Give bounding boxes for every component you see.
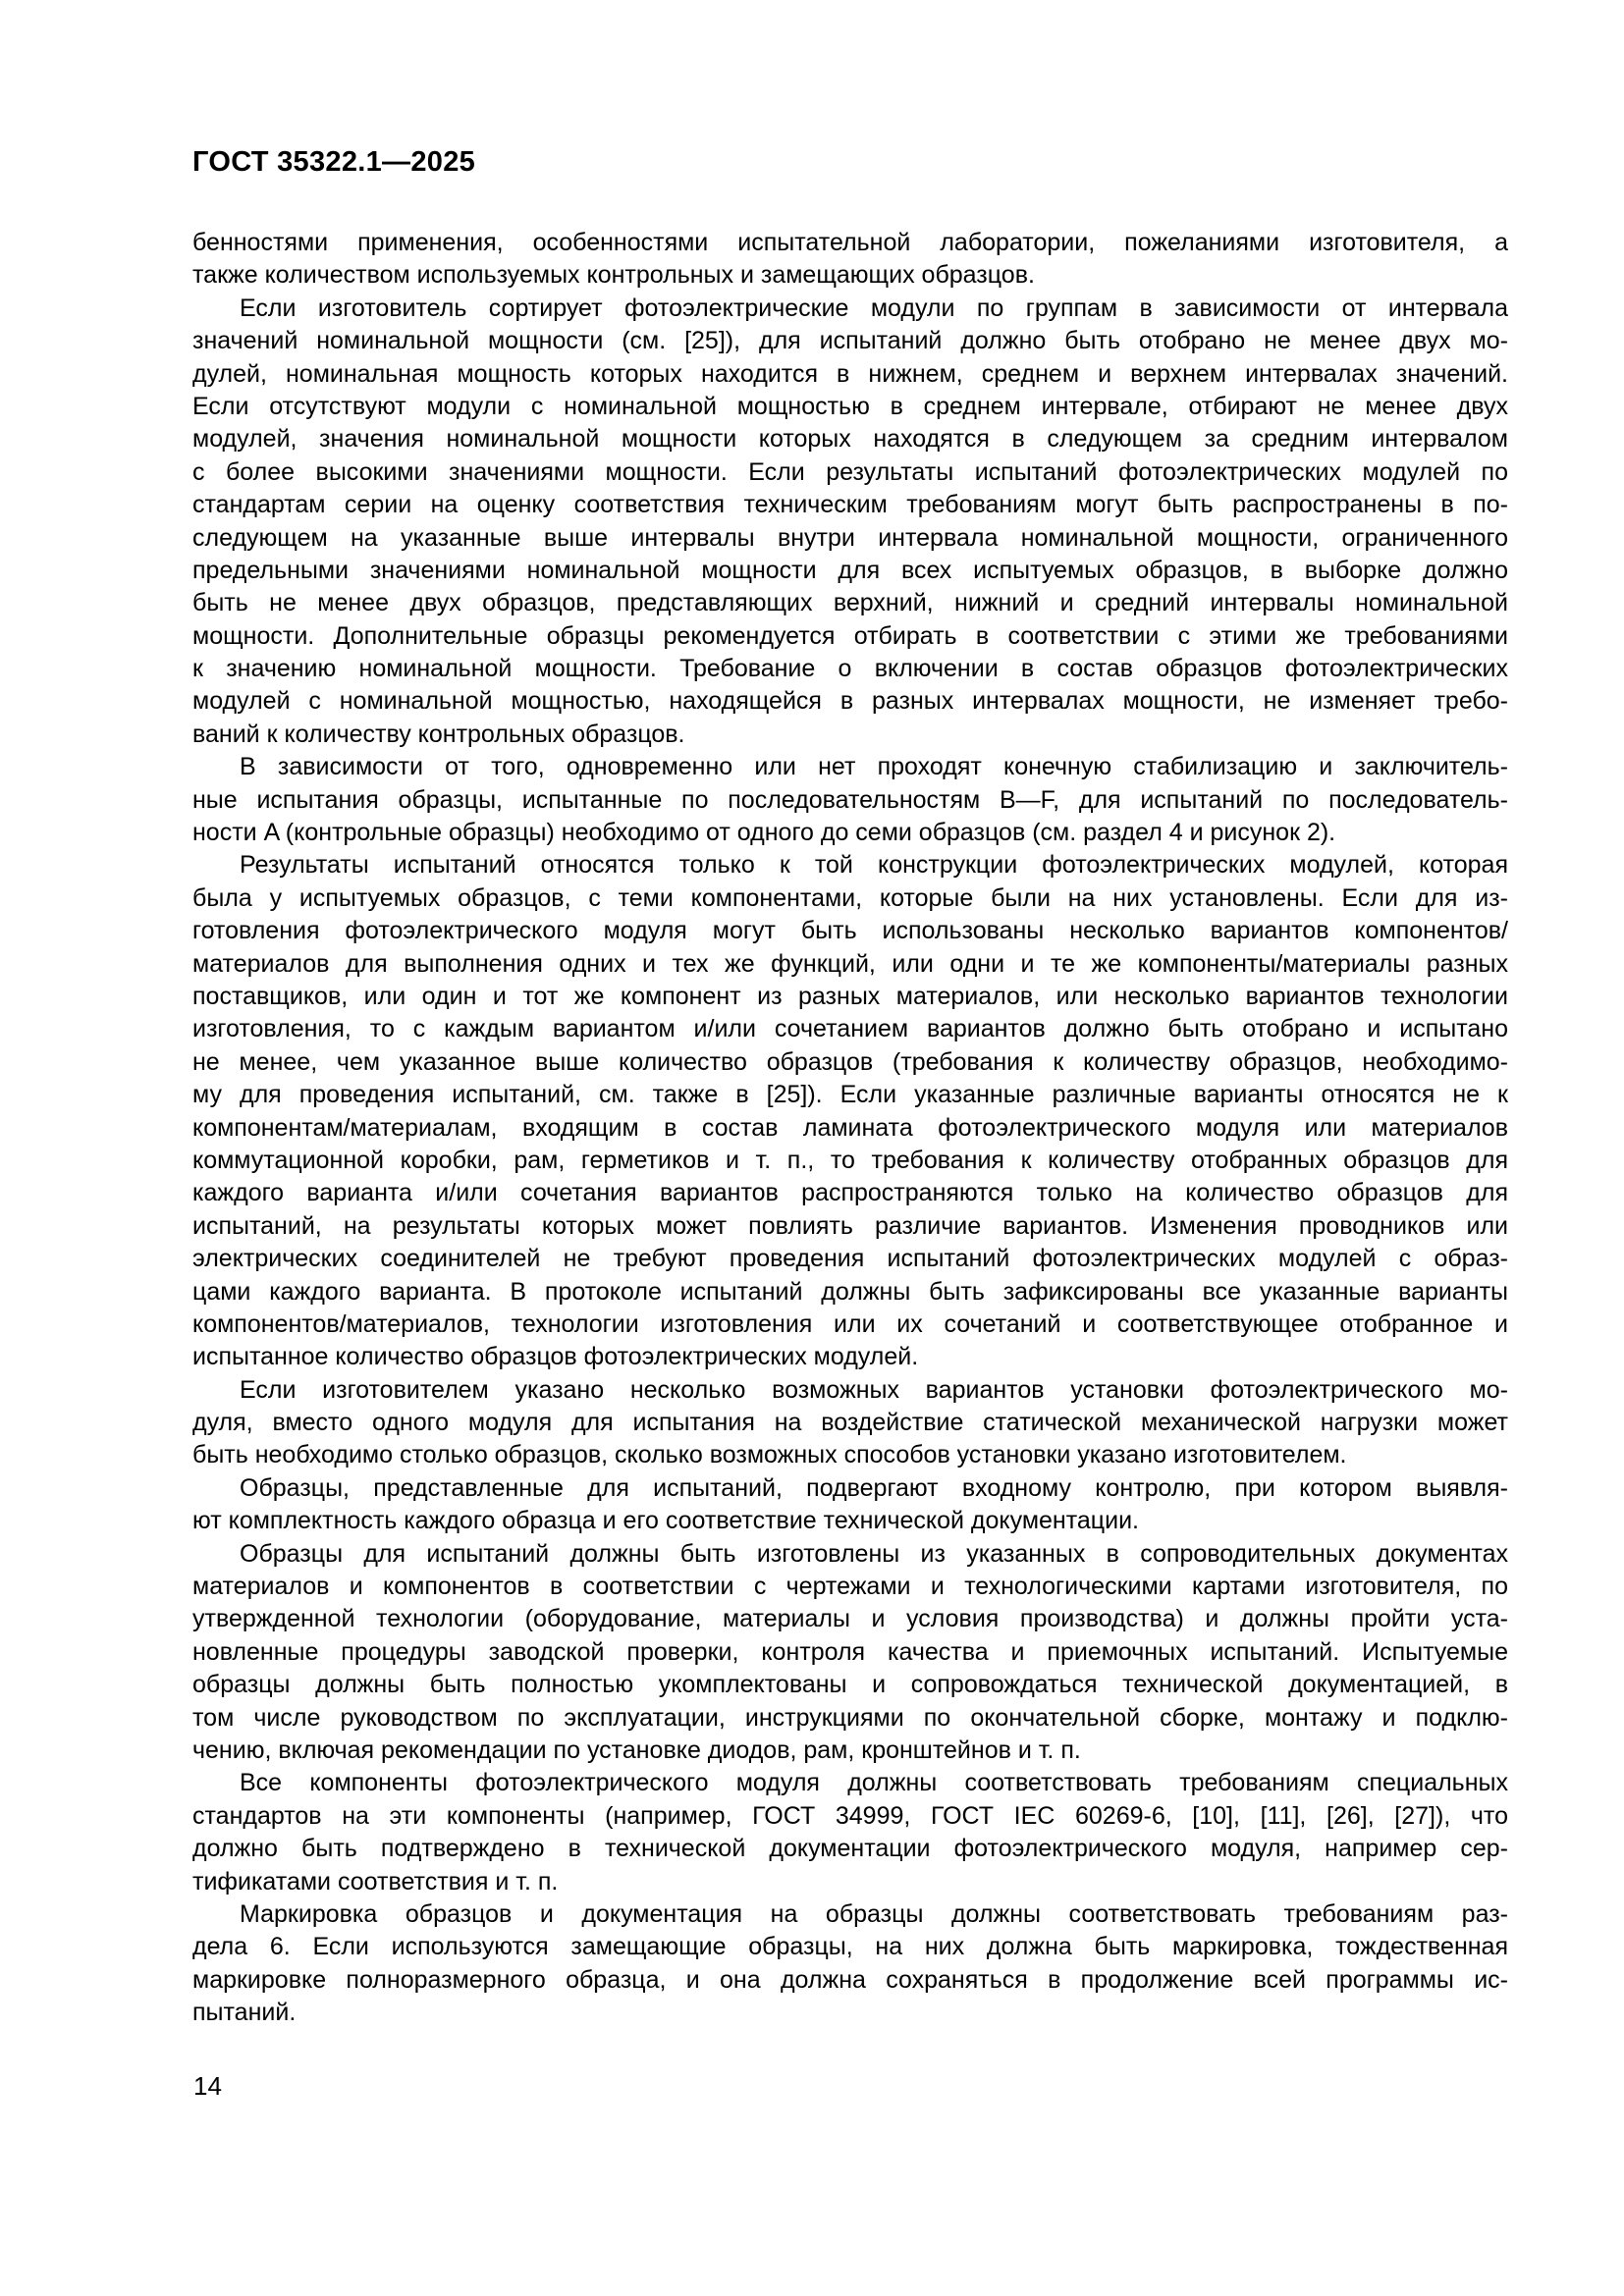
text-line: каждого варианта и/или сочетания вариантов распространяются только на количество образцов для: [192, 1179, 1508, 1207]
text-line: дулей, номинальная мощность которых находится в нижнем, среднем и верхнем интервалах значений.: [192, 359, 1508, 388]
text-line: модулей, значения номинальной мощности которых находятся в следующем за средним интервалом: [192, 425, 1508, 454]
paragraph: [192, 1538, 1508, 1768]
text-line: быть необходимо столько образцов, сколько возможных способов установки указано изготовителем.: [192, 1441, 1347, 1469]
text-line: пытаний.: [192, 1999, 297, 2027]
text-line: бенностями применения, особенностями испытательной лаборатории, пожеланиями изготовителя, а: [192, 229, 1508, 256]
text-line: Если изготовитель сортирует фотоэлектрические модули по группам в зависимости от интервала: [240, 294, 1508, 322]
text-line: Образцы для испытаний должны быть изготовлены из указанных в сопроводительных документах: [240, 1539, 1508, 1568]
text-line: Если отсутствуют модули с номинальной мощностью в среднем интервале, отбирают не менее двух: [192, 392, 1508, 420]
text-line: коммутационной коробки, рам, герметиков и т. п., то требования к количеству отобранных образцов для: [192, 1146, 1508, 1174]
text-line: также количеством используемых контрольных и замещающих образцов.: [192, 261, 1035, 290]
text-line: Все компоненты фотоэлектрического модуля должны соответствовать требованиям специальных: [240, 1769, 1508, 1797]
text-line: была у испытуемых образцов, с теми компонентами, которые были на них установлены. Если для из-: [192, 883, 1508, 912]
text-line: В зависимости от того, одновременно или нет проходят конечную стабилизацию и заключитель-: [240, 753, 1508, 781]
text-line: том числе руководством по эксплуатации, инструкциями по окончательной сборке, монтажу и подклю-: [192, 1703, 1508, 1732]
text-line: Образцы, представленные для испытаний, подвергают входному контролю, при котором выявля-: [240, 1473, 1508, 1502]
text-line: стандартам серии на оценку соответствия техническим требованиям могут быть распространены в по-: [192, 491, 1508, 519]
text-line: модулей с номинальной мощностью, находящейся в разных интервалах мощности, не изменяет требо-: [192, 687, 1508, 716]
paragraph: [192, 1767, 1508, 1898]
paragraph: [192, 849, 1508, 1373]
text-line: компонентам/материалам, входящим в состав ламината фотоэлектрического модуля или материалов: [192, 1113, 1508, 1142]
text-line: Маркировка образцов и документация на образцы должны соответствовать требованиям раз-: [240, 1899, 1508, 1928]
text-line: чению, включая рекомендации по установке диодов, рам, кронштейнов и т. п.: [192, 1735, 1081, 1764]
text-line: с более высокими значениями мощности. Если результаты испытаний фотоэлектрических модулей по: [192, 457, 1508, 486]
text-line: ют комплектность каждого образца и его соответствие технической документации.: [192, 1507, 1140, 1535]
text-line: материалов и компонентов в соответствии с чертежами и технологическими картами изготовителя, по: [192, 1573, 1508, 1601]
text-line: Результаты испытаний относятся только к той конструкции фотоэлектрических модулей, которая: [240, 851, 1508, 880]
text-line: быть не менее двух образцов, представляющих верхний, нижний и средний интервалы номинальной: [192, 589, 1508, 617]
paragraph: [192, 1898, 1508, 2030]
paragraph: [192, 1374, 1508, 1472]
text-line: должно быть подтверждено в технической документации фотоэлектрического модуля, например сер-: [192, 1835, 1508, 1863]
text-line: стандартов на эти компоненты (например, ГОСТ 34999, ГОСТ IEC 60269-6, [10], [11], [26], [27]), что: [192, 1801, 1508, 1830]
text-line: тификатами соответствия и т. п.: [192, 1867, 559, 1896]
text-line: значений номинальной мощности (см. [25]), для испытаний должно быть отобрано не менее двух мо-: [192, 327, 1508, 355]
page-number: 14: [193, 2071, 222, 2101]
text-line: поставщиков, или один и тот же компонент из разных материалов, или несколько вариантов технологии: [192, 982, 1508, 1010]
text-line: ности A (контрольные образцы) необходимо от одного до семи образцов (см. раздел 4 и рисунок 2).: [192, 819, 1336, 847]
text-line: дела 6. Если используются замещающие образцы, на них должна быть маркировка, тождественная: [192, 1933, 1508, 1961]
text-line: предельными значениями номинальной мощности для всех испытуемых образцов, в выборке должно: [192, 556, 1508, 584]
document-header: ГОСТ 35322.1—2025: [192, 146, 476, 178]
text-line: дуля, вместо одного модуля для испытания на воздействие статической механической нагрузки может: [192, 1409, 1508, 1437]
text-line: испытанное количество образцов фотоэлектрических модулей.: [192, 1343, 919, 1371]
paragraph: [192, 293, 1508, 751]
text-line: Если изготовителем указано несколько возможных вариантов установки фотоэлектрического мо-: [240, 1375, 1508, 1404]
text-line: к значению номинальной мощности. Требование о включении в состав образцов фотоэлектрических: [192, 655, 1508, 683]
text-line: следующем на указанные выше интервалы внутри интервала номинальной мощности, ограниченного: [192, 523, 1508, 552]
text-line: готовления фотоэлектрического модуля могут быть использованы несколько вариантов компонентов/: [192, 917, 1508, 945]
text-line: компонентов/материалов, технологии изготовления или их сочетаний и соответствующее отобранное и: [192, 1309, 1508, 1338]
text-line: материалов для выполнения одних и тех же функций, или одни и те же компоненты/материалы разных: [192, 949, 1508, 978]
text-line: образцы должны быть полностью укомплектованы и сопровождаться технической документацией, в: [192, 1671, 1508, 1699]
text-line: электрических соединителей не требуют проведения испытаний фотоэлектрических модулей с образ-: [192, 1245, 1508, 1273]
text-line: ные испытания образцы, испытанные по последовательностям B—F, для испытаний по последователь-: [192, 785, 1508, 814]
text-line: мощности. Дополнительные образцы рекомендуется отбирать в соответствии с этими же требованиями: [192, 621, 1508, 650]
text-line: му для проведения испытаний, см. также в [25]). Если указанные различные варианты относятся не к: [192, 1081, 1508, 1109]
text-line: не менее, чем указанное выше количество образцов (требования к количеству образцов, необходимо-: [192, 1047, 1508, 1076]
text-line: изготовления, то с каждым вариантом и/или сочетанием вариантов должно быть отобрано и испытано: [192, 1015, 1508, 1043]
text-line: испытаний, на результаты которых может повлиять различие вариантов. Изменения проводников или: [192, 1211, 1508, 1240]
text-line: утвержденной технологии (оборудование, материалы и условия производства) и должны пройти уста-: [192, 1605, 1508, 1633]
paragraph: [192, 751, 1508, 849]
text-line: ваний к количеству контрольных образцов.: [192, 720, 685, 748]
text-line: маркировке полноразмерного образца, и она должна сохраняться в продолжение всей программы ис-: [192, 1965, 1508, 1994]
paragraph: [192, 1472, 1508, 1538]
text-line: цами каждого варианта. В протоколе испытаний должны быть зафиксированы все указанные варианты: [192, 1277, 1508, 1306]
document-body: [192, 227, 1508, 2029]
text-line: новленные процедуры заводской проверки, контроля качества и приемочных испытаний. Испытуемые: [192, 1637, 1508, 1666]
paragraph: [192, 227, 1508, 293]
